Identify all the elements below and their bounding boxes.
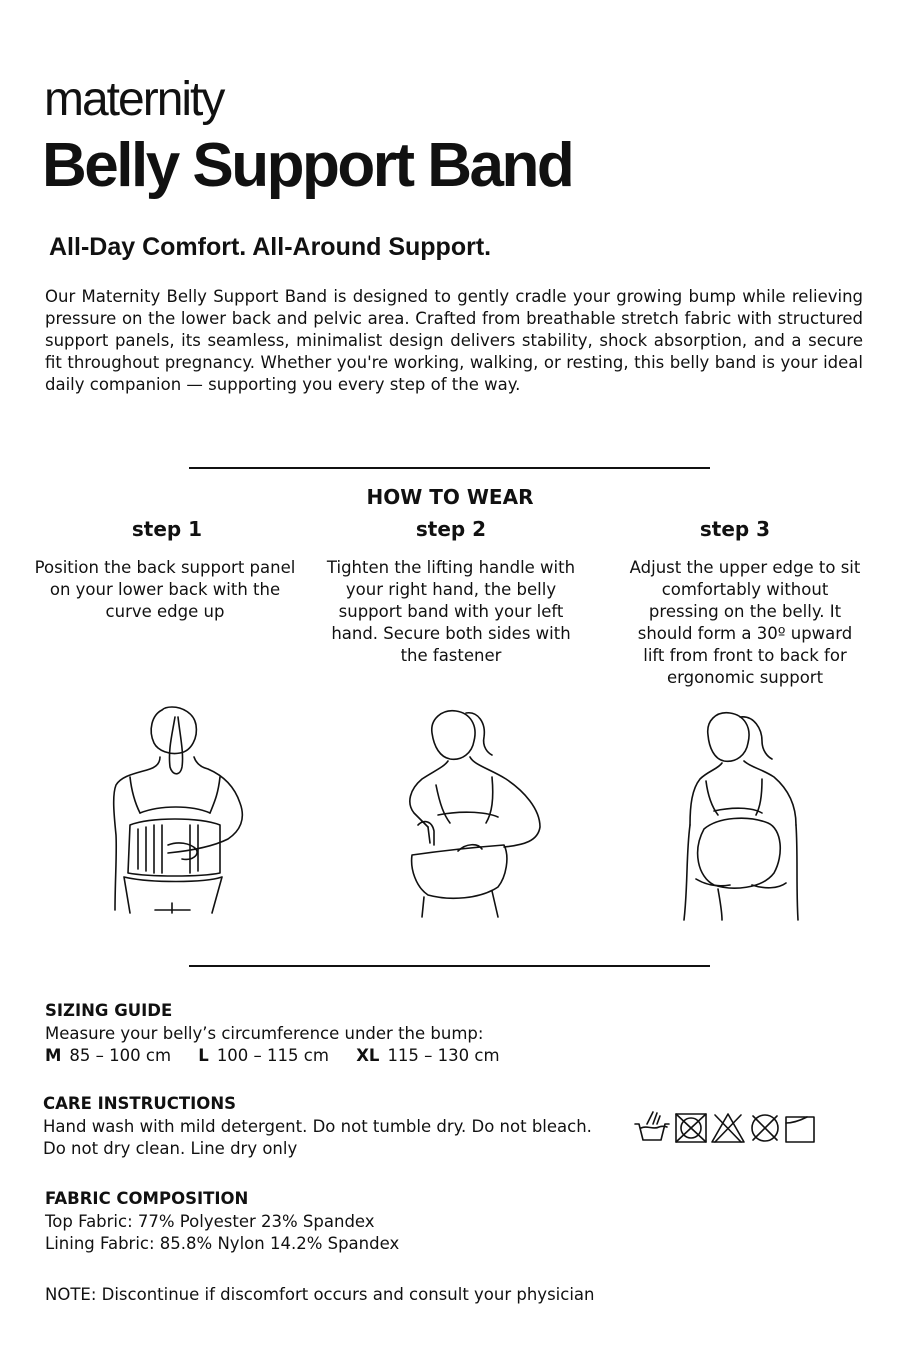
- title-product: Belly Support Band: [42, 131, 573, 200]
- care-heading: CARE INSTRUCTIONS: [43, 1094, 237, 1113]
- no-dry-clean-icon: [752, 1115, 778, 1141]
- woman-fastening-band-icon: [400, 705, 550, 920]
- step-1-title: step 1: [131, 517, 203, 541]
- hand-wash-icon: [635, 1112, 669, 1140]
- top-divider: [189, 467, 710, 469]
- size-range: 85 – 100 cm: [69, 1046, 172, 1065]
- size-range: 115 – 130 cm: [387, 1046, 500, 1065]
- size-range: 100 – 115 cm: [216, 1046, 329, 1065]
- step-2-title: step 2: [415, 517, 487, 541]
- intro-paragraph: Our Maternity Belly Support Band is designed to gently cradle your growing bump while relieving pressure on the lower back and pelvic area. Crafted from breathable stretch fabric with structured support panels, its seamless, minimalist design delivers stability, shock absorption, and a secure fit throughout pregnancy. Whether you're working, walking, or resting, this belly band is your ideal daily companion — supporting you every step of the way.: [45, 287, 863, 394]
- size-label: XL: [356, 1046, 380, 1065]
- sizing-heading: SIZING GUIDE: [45, 1001, 173, 1020]
- fabric-top: Top Fabric: 77% Polyester 23% Spandex: [45, 1212, 375, 1231]
- woman-back-view-icon: [100, 705, 260, 920]
- note: NOTE: Discontinue if discomfort occurs and consult your physician: [45, 1285, 595, 1304]
- sizing-text: Measure your belly’s circumference under the bump:: [45, 1024, 484, 1043]
- step-3-text: Adjust the upper edge to sit comfortably without pressing on the belly. It should form a 30º upward lift from front to back for ergonomic support: [629, 558, 861, 687]
- step-1-text: Position the back support panel on your lower back with the curve edge up: [34, 558, 296, 621]
- no-bleach-icon: [712, 1114, 744, 1142]
- bottom-divider: [189, 965, 710, 967]
- fabric-lining: Lining Fabric: 85.8% Nylon 14.2% Spandex: [45, 1234, 400, 1253]
- no-tumble-dry-icon: [676, 1114, 706, 1142]
- care-line-2: Do not dry clean. Line dry only: [43, 1139, 298, 1158]
- pregnant-woman-front-icon: [678, 705, 808, 925]
- size-list: [45, 1045, 500, 1067]
- title-maternity: maternity: [44, 73, 224, 126]
- fabric-heading: FABRIC COMPOSITION: [45, 1189, 249, 1208]
- care-line-1: Hand wash with mild detergent. Do not tumble dry. Do not bleach.: [43, 1117, 592, 1136]
- size-label: M: [45, 1046, 62, 1065]
- how-to-wear-heading: HOW TO WEAR: [366, 485, 534, 509]
- care-symbols: [633, 1110, 818, 1146]
- size-label: L: [198, 1046, 209, 1065]
- tagline: All-Day Comfort. All-Around Support.: [49, 233, 492, 261]
- step-2-text: Tighten the lifting handle with your right hand, the belly support band with your left hand. Secure both sides with the fastener: [326, 558, 576, 665]
- step-3-title: step 3: [699, 517, 771, 541]
- line-dry-icon: [786, 1117, 814, 1142]
